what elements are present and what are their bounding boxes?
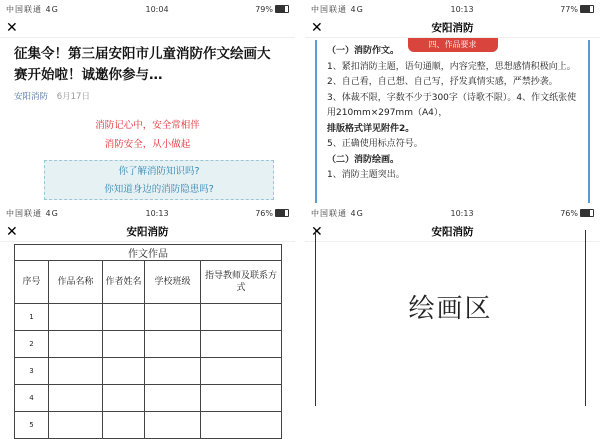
req-line: 排版格式详见附件2。	[327, 123, 415, 134]
status-time: 10:04	[145, 4, 169, 14]
close-icon[interactable]: ✕	[311, 223, 323, 240]
nav-bar	[0, 222, 295, 242]
table-cell[interactable]	[145, 412, 201, 439]
phone-entry-form	[0, 204, 295, 429]
requirements-text	[315, 40, 590, 203]
nav-bar	[0, 18, 295, 38]
row-index: 1	[15, 304, 49, 331]
table-row	[15, 358, 282, 385]
col-header: 作品名称	[49, 261, 103, 304]
battery-icon	[580, 5, 594, 13]
carrier-signal: 中国联通 4G	[311, 4, 364, 14]
battery-percent: 76%	[255, 208, 273, 218]
table-cell[interactable]	[201, 358, 282, 385]
slogan-line: 消防安全，从小做起	[104, 139, 191, 150]
table-cell[interactable]	[145, 331, 201, 358]
poster-slogans	[0, 116, 295, 154]
req-line: （一）消防作文。	[327, 46, 400, 56]
close-icon[interactable]: ✕	[311, 19, 323, 36]
row-index: 4	[15, 385, 49, 412]
drawing-area-frame	[315, 230, 586, 406]
battery-status	[560, 5, 594, 14]
req-line: 1、紧扣消防主题，语句通顺，内容完整，思想感情积极向上。	[327, 61, 576, 72]
table-cell[interactable]	[103, 412, 145, 439]
battery-percent: 76%	[560, 208, 578, 218]
battery-icon	[275, 5, 289, 13]
table-cell[interactable]	[103, 385, 145, 412]
req-line: 1、消防主题突出。	[327, 170, 405, 180]
row-index: 2	[15, 331, 49, 358]
table-cell[interactable]	[103, 331, 145, 358]
close-icon[interactable]: ✕	[6, 223, 18, 240]
table-cell[interactable]	[49, 304, 103, 331]
battery-status	[255, 209, 289, 218]
table-cell[interactable]	[103, 358, 145, 385]
status-time: 10:13	[450, 208, 474, 218]
carrier-signal: 中国联通 4G	[6, 208, 59, 218]
poster-questions	[44, 160, 274, 200]
table-row	[15, 331, 282, 358]
table-row	[15, 385, 282, 412]
status-bar	[0, 0, 295, 18]
nav-title: 安阳消防	[431, 226, 474, 238]
table-cell[interactable]	[201, 385, 282, 412]
close-icon[interactable]: ✕	[6, 19, 18, 36]
question-line: 你知道身边的消防隐患吗?	[104, 184, 214, 195]
phone-requirements	[305, 0, 600, 203]
table-cell[interactable]	[103, 304, 145, 331]
nav-title: 安阳消防	[431, 22, 474, 34]
account-link[interactable]: 安阳消防	[14, 92, 49, 102]
drawing-area-label: 绘画区	[408, 294, 493, 324]
question-line: 你了解消防知识吗?	[118, 166, 200, 177]
req-line: （二）消防绘画。	[327, 154, 400, 165]
status-bar	[0, 204, 295, 222]
table-cell[interactable]	[201, 412, 282, 439]
table-cell[interactable]	[145, 358, 201, 385]
table-cell[interactable]	[201, 331, 282, 358]
table-cell[interactable]	[49, 331, 103, 358]
battery-icon	[580, 209, 594, 217]
col-header: 指导教师及联系方式	[201, 261, 282, 304]
slogan-line: 消防记心中，安全常相伴	[95, 120, 200, 131]
table-header-row	[15, 261, 282, 304]
article-meta	[14, 90, 281, 102]
table-cell[interactable]	[201, 304, 282, 331]
col-header: 序号	[15, 261, 49, 304]
battery-icon	[275, 209, 289, 217]
table-cell[interactable]	[145, 304, 201, 331]
battery-status	[560, 209, 594, 218]
table-row	[15, 412, 282, 439]
phone-drawing-area	[305, 204, 600, 406]
table-cell[interactable]	[49, 358, 103, 385]
row-index: 3	[15, 358, 49, 385]
entry-form-table	[14, 244, 282, 439]
status-bar	[305, 204, 600, 222]
section-banner: 四、作品要求	[408, 38, 498, 52]
col-header: 学校班级	[145, 261, 201, 304]
status-time: 10:13	[145, 208, 169, 218]
table-cell[interactable]	[49, 412, 103, 439]
phone-article-cover	[0, 0, 295, 203]
battery-percent: 79%	[255, 4, 273, 14]
table-caption: 作文作品	[15, 245, 282, 261]
col-header: 作者姓名	[103, 261, 145, 304]
nav-bar	[305, 18, 600, 38]
carrier-signal: 中国联通 4G	[311, 208, 364, 218]
table-cell[interactable]	[145, 385, 201, 412]
req-line: 5、正确使用标点符号。	[327, 139, 423, 149]
row-index: 5	[15, 412, 49, 439]
req-line: 3、体裁不限，字数不少于300字（诗歌不限）。4、作文纸张使用210mm×297mm（A4），	[327, 92, 577, 118]
carrier-signal: 中国联通 4G	[6, 4, 59, 14]
battery-status	[255, 5, 289, 14]
status-bar	[305, 0, 600, 18]
table-cell[interactable]	[49, 385, 103, 412]
publish-date: 6月17日	[56, 92, 90, 102]
battery-percent: 77%	[560, 4, 578, 14]
req-line: 2、自己看，自己想、自己写，抒发真情实感，严禁抄袭。	[327, 77, 558, 87]
nav-title: 安阳消防	[126, 226, 169, 238]
article-title: 征集令！第三届安阳市儿童消防作文绘画大赛开始啦！诚邀你参与…	[14, 46, 271, 83]
table-row	[15, 304, 282, 331]
status-time: 10:13	[450, 4, 474, 14]
